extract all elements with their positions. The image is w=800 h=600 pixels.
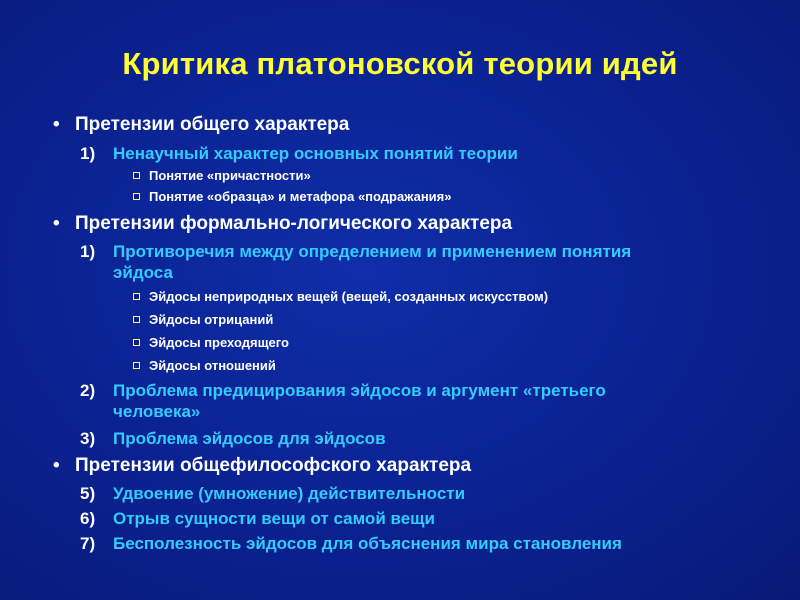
- item-text: Отрыв сущности вещи от самой вещи: [113, 509, 435, 528]
- item-number: 1): [80, 144, 96, 163]
- item-text-line: эйдоса: [113, 263, 173, 282]
- bullet-icon: •: [53, 114, 60, 135]
- square-bullet-icon: [133, 362, 140, 369]
- section-heading: [53, 455, 472, 477]
- item-text-line: Проблема предицирования эйдосов и аргумент «третьего: [113, 381, 606, 400]
- item-text: Ненаучный характер основных понятий теории: [113, 144, 518, 163]
- sub-item-text: Эйдосы неприродных вещей (вещей, созданных искусством): [149, 289, 549, 304]
- sub-item-text: Эйдосы преходящего: [149, 335, 289, 350]
- square-bullet-icon: [133, 172, 140, 179]
- numbered-item: [80, 533, 622, 554]
- sub-item: [149, 289, 548, 304]
- sub-item: [149, 168, 311, 183]
- section-heading: [53, 213, 513, 235]
- numbered-item: [80, 241, 632, 283]
- item-number: 1): [80, 242, 96, 261]
- slide-title: Критика платоновской теории идей: [122, 46, 678, 81]
- item-number: 5): [80, 484, 96, 503]
- square-bullet-icon: [133, 339, 140, 346]
- square-bullet-icon: [133, 193, 140, 200]
- item-text-line: Противоречия между определением и применением понятия: [113, 242, 632, 261]
- numbered-item: [80, 143, 518, 164]
- sub-item-text: Эйдосы отрицаний: [149, 312, 274, 327]
- item-number: 6): [80, 509, 96, 528]
- item-text: Проблема эйдосов для эйдосов: [113, 429, 386, 448]
- item-text: Удвоение (умножение) действительности: [113, 484, 466, 503]
- item-text-line: человека»: [113, 402, 201, 421]
- section-heading-text: Претензии общего характера: [75, 114, 350, 135]
- section-heading-text: Претензии общефилософского характера: [75, 455, 472, 476]
- sub-item: [149, 358, 276, 373]
- numbered-item: [80, 483, 466, 504]
- sub-item-text: Эйдосы отношений: [149, 358, 276, 373]
- item-number: 3): [80, 429, 96, 448]
- bullet-icon: •: [53, 455, 60, 476]
- sub-item-text: Понятие «причастности»: [149, 168, 311, 183]
- sub-item: [149, 312, 273, 327]
- item-text: Бесполезность эйдосов для объяснения мира становления: [113, 534, 622, 553]
- numbered-item: [80, 428, 386, 449]
- sub-item: [149, 335, 289, 350]
- bullet-icon: •: [53, 213, 60, 234]
- sub-item-text: Понятие «образца» и метафора «подражания»: [149, 189, 452, 204]
- numbered-item: [80, 380, 606, 422]
- item-number: 7): [80, 534, 96, 553]
- square-bullet-icon: [133, 293, 140, 300]
- sub-item: [149, 189, 451, 204]
- item-number: 2): [80, 381, 96, 400]
- section-heading-text: Претензии формально-логического характера: [75, 213, 513, 234]
- square-bullet-icon: [133, 316, 140, 323]
- section-heading: [53, 114, 350, 136]
- numbered-item: [80, 508, 435, 529]
